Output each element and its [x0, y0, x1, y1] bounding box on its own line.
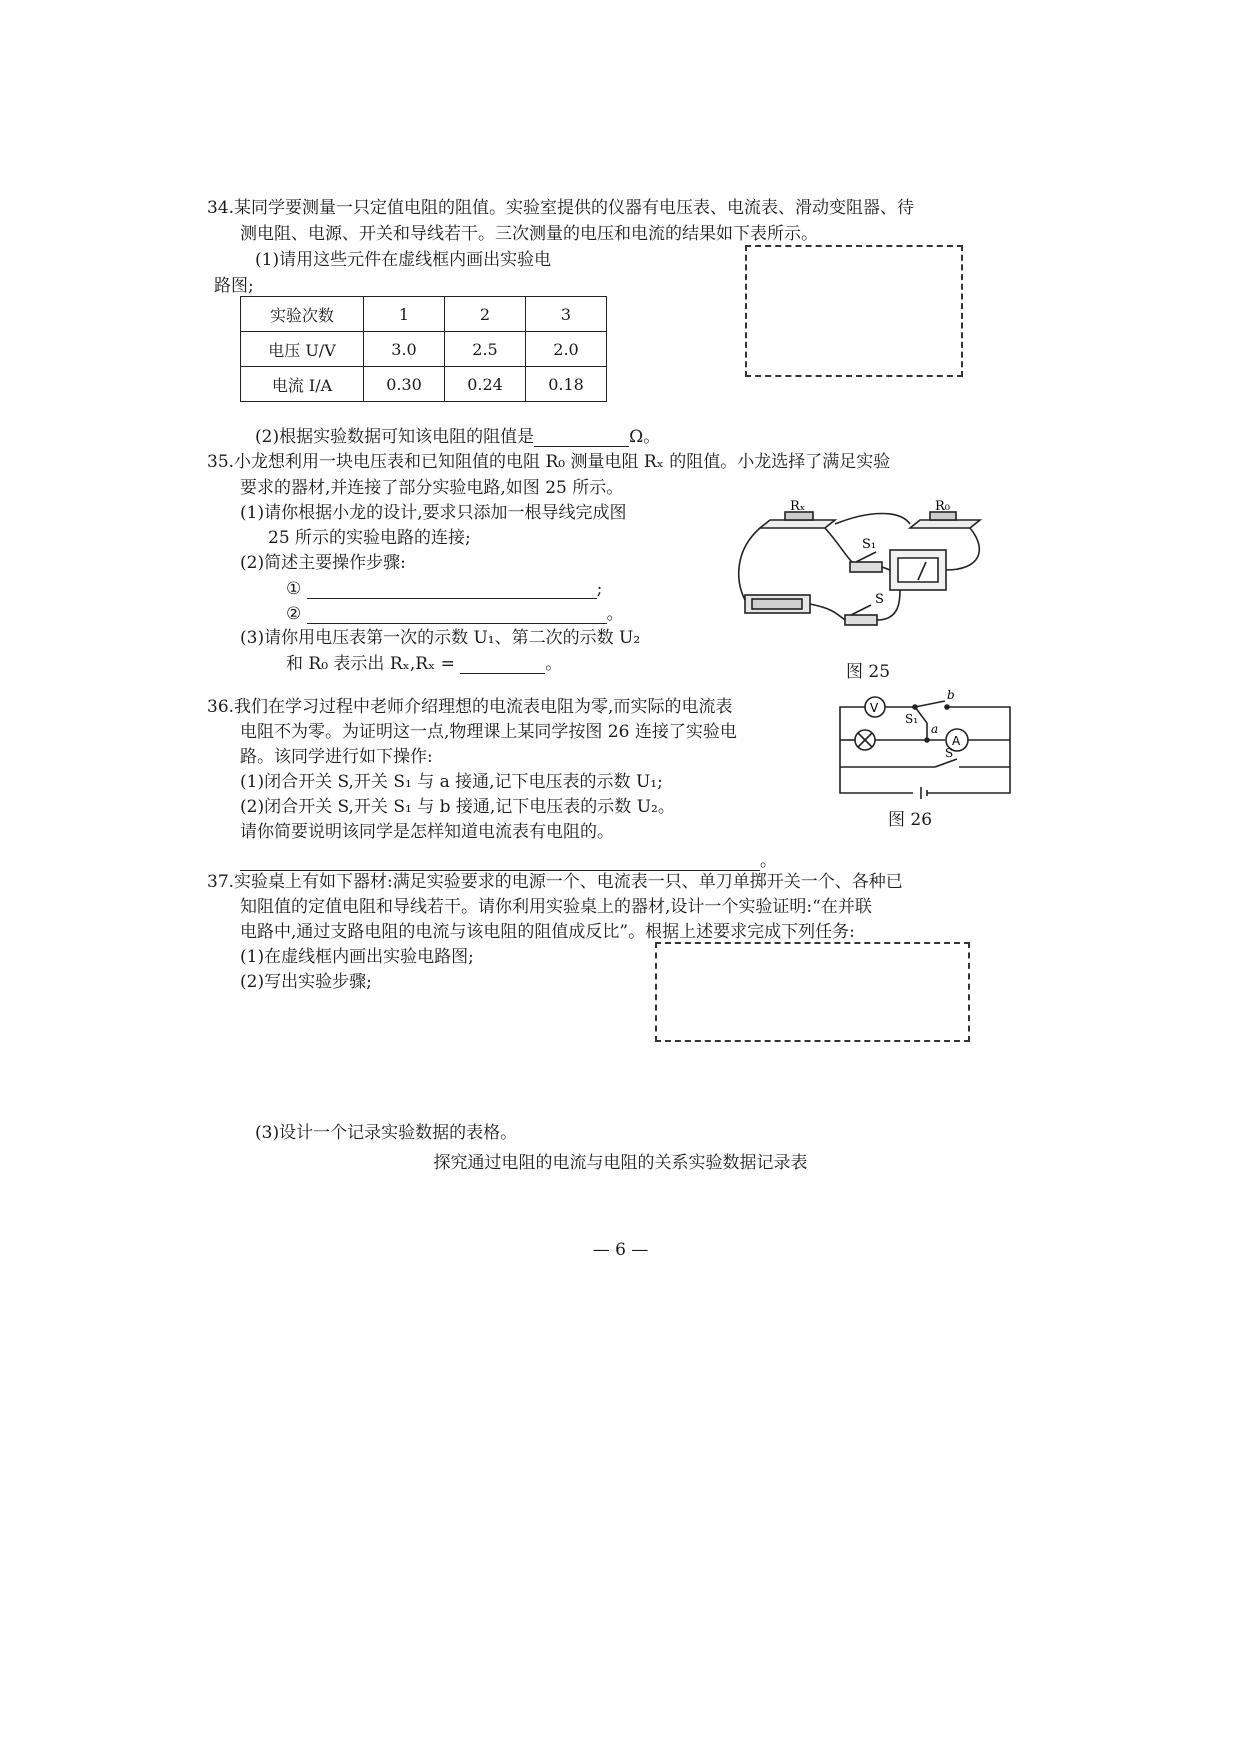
q35-part3-line2: 和 R₀ 表示出 Rₓ,Rₓ = 。 [286, 654, 563, 674]
rx-label: Rₓ [790, 499, 806, 514]
q37-part3: (3)设计一个记录实验数据的表格。 [255, 1123, 518, 1143]
q36-step2: (2)闭合开关 S,开关 S₁ 与 b 接通,记下电压表的示数 U₂。 [240, 797, 675, 817]
table-cell: 实验次数 [241, 297, 364, 332]
q37-circuit-drawing-box[interactable] [655, 942, 970, 1042]
r0-label: R₀ [935, 499, 950, 514]
q36-number: 36. [207, 697, 235, 717]
q35-step2-blank[interactable] [307, 603, 607, 624]
s1-label: S₁ [862, 537, 877, 552]
table-cell: 2 [445, 297, 526, 332]
table-cell: 3 [526, 297, 607, 332]
table-cell: 0.18 [526, 367, 607, 402]
q36-line1: 36.我们在学习过程中老师介绍理想的电流表电阻为零,而实际的电流表 [207, 697, 733, 717]
q34-circuit-drawing-box[interactable] [745, 245, 963, 377]
table-cell: 2.5 [445, 332, 526, 367]
figure-25-circuit [730, 500, 990, 650]
q35-line2: 要求的器材,并连接了部分实验电路,如图 25 所示。 [240, 478, 624, 498]
q36-answer-blank[interactable] [240, 850, 760, 871]
s1-label: S₁ [905, 712, 919, 726]
q37-table-title: 探究通过电阻的电流与电阻的关系实验数据记录表 [433, 1153, 808, 1173]
figure-25-label: 图 25 [846, 662, 891, 682]
node-a-label: a [931, 722, 939, 736]
ammeter-label: A [952, 734, 961, 748]
table-row [241, 297, 607, 332]
q34-answer-blank[interactable] [534, 426, 629, 447]
figure-26-label: 图 26 [888, 810, 933, 830]
q37-line2: 知阻值的定值电阻和导线若干。请你利用实验桌上的器材,设计一个实验证明:“在并联 [240, 897, 872, 917]
rx-resistor-board [760, 520, 835, 528]
table-cell: 2.0 [526, 332, 607, 367]
switch-s [845, 615, 877, 625]
q35-step1-blank[interactable] [307, 578, 597, 599]
switch-s1 [850, 562, 882, 572]
q34-line2: 测电阻、电源、开关和导线若干。三次测量的电压和电流的结果如下表所示。 [240, 224, 818, 244]
q34-data-table [240, 296, 607, 402]
q36-line2: 电阻不为零。为证明这一点,物理课上某同学按图 26 连接了实验电 [240, 722, 737, 742]
q36-ask: 请你简要说明该同学是怎样知道电流表有电阻的。 [240, 822, 614, 842]
node-b-label: b [947, 688, 955, 702]
q37-line3: 电路中,通过支路电阻的电流与该电阻的阻值成反比”。根据上述要求完成下列任务: [240, 922, 855, 942]
table-cell: 电流 I/A [241, 367, 364, 402]
table-cell: 0.24 [445, 367, 526, 402]
table-cell: 0.30 [364, 367, 445, 402]
q35-formula-blank[interactable] [460, 653, 545, 674]
q36-line3: 路。该同学进行如下操作: [240, 747, 433, 767]
q34-part2: (2)根据实验数据可知该电阻的阻值是 Ω。 [255, 427, 661, 447]
q37-part2: (2)写出实验步骤; [240, 972, 372, 992]
q36-answer-line: 。 [240, 850, 777, 871]
table-cell: 1 [364, 297, 445, 332]
q37-number: 37. [207, 872, 235, 892]
q34-number: 34. [207, 198, 235, 218]
q37-line1: 37.实验桌上有如下器材:满足实验要求的电源一个、电流表一只、单刀单掷开关一个、各种已 [207, 872, 903, 892]
table-cell: 电压 U/V [241, 332, 364, 367]
s-label: S [945, 746, 954, 760]
figure-26-circuit [835, 688, 1015, 805]
q35-step2: ② 。 [286, 604, 624, 624]
q35-part1-line2: 25 所示的实验电路的连接; [268, 528, 471, 548]
q35-part1-line1: (1)请你根据小龙的设计,要求只添加一根导线完成图 [240, 503, 627, 523]
q37-part1: (1)在虚线框内画出实验电路图; [240, 947, 474, 967]
q35-line1: 35.小龙想利用一块电压表和已知阻值的电阻 R₀ 测量电阻 Rₓ 的阻值。小龙选择了满足实验 [207, 452, 891, 472]
q35-number: 35. [207, 452, 235, 472]
table-row [241, 367, 607, 402]
table-cell: 3.0 [364, 332, 445, 367]
q35-step1: ① ; [286, 579, 603, 599]
table-row [241, 332, 607, 367]
q35-part3-line1: (3)请你用电压表第一次的示数 U₁、第二次的示数 U₂ [240, 628, 641, 648]
q34-part1-line1: (1)请用这些元件在虚线框内画出实验电 [255, 250, 552, 270]
q34-line1: 34.某同学要测量一只定值电阻的阻值。实验室提供的仪器有电压表、电流表、滑动变阻器、待 [207, 198, 915, 218]
r0-resistor-board [910, 520, 980, 528]
voltmeter-label: V [870, 701, 879, 715]
q34-part1-line2: 路图; [214, 276, 254, 296]
q36-step1: (1)闭合开关 S,开关 S₁ 与 a 接通,记下电压表的示数 U₁; [240, 772, 663, 792]
q35-part2: (2)简述主要操作步骤: [240, 553, 406, 573]
page-number: — 6 — [592, 1240, 649, 1260]
s-label: S [875, 592, 884, 607]
